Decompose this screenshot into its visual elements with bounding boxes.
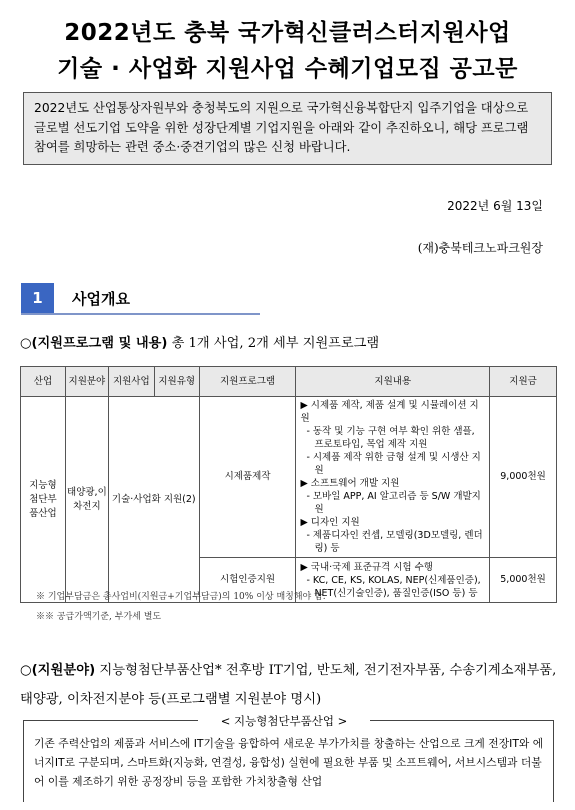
section-underline (21, 313, 260, 315)
table-header-row (21, 367, 557, 397)
amount-cell: 5,000천원 (490, 558, 557, 603)
field-paragraph (20, 656, 560, 714)
program-text: 총 1개 사업, 2개 세부 지원프로그램 (167, 336, 380, 351)
amount-cell: 9,000천원 (490, 397, 557, 558)
header-content: 지원내용 (296, 367, 490, 397)
announcement-date: 2022년 6월 13일 (447, 199, 543, 213)
title-line-1: 2022년도 충북 국가혁신클러스터지원사업 (64, 20, 511, 46)
header-program: 지원프로그램 (199, 367, 296, 397)
bullet-icon: ○ (20, 663, 32, 678)
definition-box: 기존 주력산업의 제품과 서비스에 IT기술을 융합하여 새로운 부가가치를 창출하는 산업으로 크게 전장IT와 에너지IT로 구분되며, 스마트화(지능화, 연결성, 융합성) 실현에 필요한 부품 및 소프트웨어, 서브시스템과 더불어 이를 제조하기 위한 공정장비 등을 포함한 가치창출형 산업 (23, 720, 554, 802)
content-line: - 동작 및 기능 구현 여부 확인 위한 샘플, 프로토타입, 목업 제작 지원 (306, 426, 475, 450)
header-amount: 지원금 (490, 367, 557, 397)
header-type: 지원유형 (154, 367, 199, 397)
note-1: ※ 기업부담금은 총사업비(지원금+기업부담금)의 10% 이상 매칭해야 함. (36, 592, 326, 602)
program-label: (지원프로그램 및 내용) (31, 336, 168, 351)
content-line: ▶ 국내·국제 표준규격 시험 수행 (300, 561, 433, 573)
bullet-icon: ○ (20, 336, 32, 351)
header-industry: 산업 (21, 367, 66, 397)
business-cell: 기술·사업화 지원(2) (108, 397, 199, 603)
program-cell: 시제품제작 (199, 397, 296, 558)
field-cell: 태양광,이차전지 (65, 397, 108, 603)
section-number-badge: 1 (21, 283, 54, 313)
content-line: ▶ 시제품 제작, 제품 설계 및 시뮬레이션 지원 (300, 400, 479, 424)
program-paragraph (20, 332, 379, 351)
table-row (21, 397, 557, 558)
title-line-2: 기술 · 사업화 지원사업 수혜기업모집 공고문 (57, 56, 518, 82)
content-line: - 모바일 APP, AI 알고리즘 등 S/W 개발지원 (306, 491, 481, 515)
issuer: (재)충북테크노파크원장 (417, 241, 543, 255)
note-2: ※※ 공급가액기준, 부가세 별도 (36, 612, 162, 622)
box-label: < 지능형첨단부품산업 > (220, 714, 348, 728)
industry-cell: 지능형첨단부품산업 (21, 397, 66, 603)
field-label: (지원분야) (31, 663, 96, 678)
program-table (20, 366, 557, 603)
content-line: - 제품디자인 컨셉, 모델링(3D모델링, 렌더링) 등 (306, 530, 483, 554)
content-line: ▶ 소프트웨어 개발 지원 (300, 478, 400, 489)
program-cell: 시험인증지원 (199, 558, 296, 603)
content-line: - 시제품 제작 위한 금형 설계 및 시생산 지원 (306, 452, 481, 476)
header-business: 지원사업 (108, 367, 154, 397)
section-title: 사업개요 (72, 290, 130, 308)
content-cell (296, 397, 490, 558)
header-field: 지원분야 (65, 367, 108, 397)
field-text: 지능형첨단부품산업* 전후방 IT기업, 반도체, 전기전자부품, 수송기계소재부품, 태양광, 이차전지분야 등(프로그램별 지원분야 명시) (20, 663, 557, 707)
intro-box: 2022년도 산업통상자원부와 충청북도의 지원으로 국가혁신융복합단지 입주기업을 대상으로 글로벌 선도기업 도약을 위한 성장단계별 기업지원을 아래와 같이 추진하오니, 해당 프로그램 참여를 희망하는 관련 중소·중견기업의 많은 신청 바랍니다. (23, 92, 552, 165)
content-line: ▶ 디자인 지원 (300, 517, 360, 528)
content-line: - KC, CE, KS, KOLAS, NEP(신제품인증), NET(신기술인증), 품질인증(ISO 등) 등 (306, 574, 481, 599)
